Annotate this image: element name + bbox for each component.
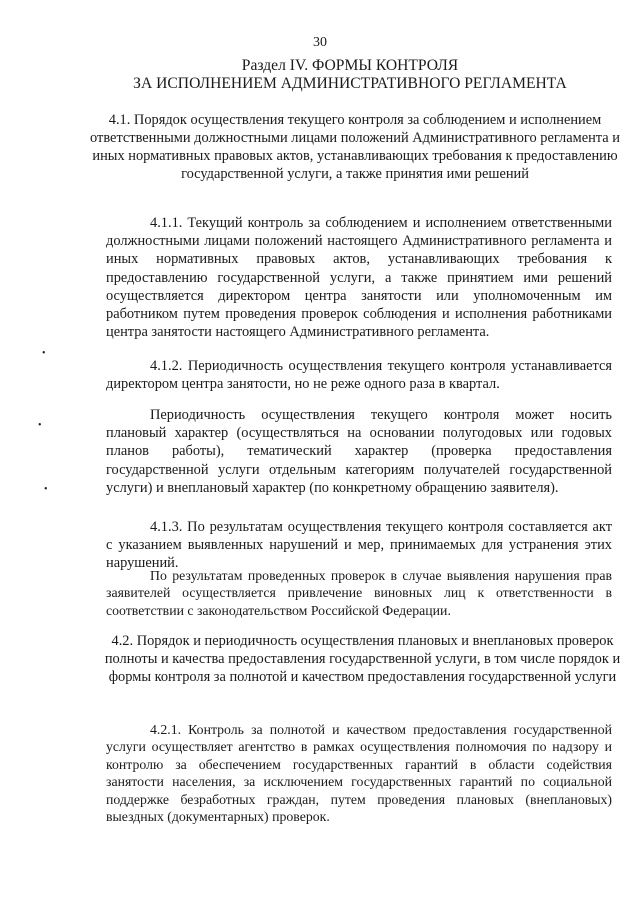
scan-mark: •	[44, 484, 48, 495]
paragraph-4-1-3-liability: По результатам проведенных проверок в случае выявления нарушения прав заявителей осуществляется привлечение виновных лиц к ответственности в соответствии с законодательством Российской Федерации.	[106, 568, 612, 618]
page-number: 30	[313, 35, 327, 50]
subsection-4-1-title: 4.1. Порядок осуществления текущего контроля за соблюдением и исполнением ответственными должностными лицами положений Административного регламента и иных нормативных правовых актов, устанавливающих требования к предоставлению государственной услуги, а также принятия ими решений	[90, 112, 620, 182]
paragraph-4-1-1: 4.1.1. Текущий контроль за соблюдением и исполнением ответственными должностными лицами положений настоящего Административного регламента и иных нормативных правовых актов, устанавливающих требования к предоставлению государственной услуги, а также принятием ими решений осуществляется директором центра занятости или уполномоченным им работником путем проведения проверок соблюдения и исполнения работниками центра занятости настоящего Административного регламента.	[106, 215, 612, 341]
paragraph-4-1-2-periodicity: Периодичность осуществления текущего контроля может носить плановый характер (осуществляться на основании полугодовых или годовых планов работы), тематический характер (проверка предоставления государственной услуги отдельным категориям получателей государственной услуги) и внеплановый характер (по конкретному обращению заявителя).	[106, 407, 612, 496]
section-title: Раздел IV. ФОРМЫ КОНТРОЛЯ ЗА ИСПОЛНЕНИЕМ АДМИНИСТРАТИВНОГО РЕГЛАМЕНТА	[133, 57, 567, 92]
paragraph-4-1-3: 4.1.3. По результатам осуществления текущего контроля составляется акт с указанием выявленных нарушений и мер, принимаемых для устранения этих нарушений.	[106, 519, 612, 572]
subsection-4-2-title: 4.2. Порядок и периодичность осуществления плановых и внеплановых проверок полноты и качества предоставления государственной услуги, в том числе порядок и формы контроля за полнотой и качеством предоставления государственной услуги	[104, 633, 621, 685]
scan-mark: •	[38, 420, 42, 431]
paragraph-4-2-1: 4.2.1. Контроль за полнотой и качеством предоставления государственной услуги осуществляет агентство в рамках осуществления полномочия по надзору и контролю за обеспечением государственных гарантий в области содействия занятости населения, за исключением государственных гарантий по социальной поддержке безработных граждан, путем проведения плановых (внеплановых) выездных (документарных) проверок.	[106, 722, 612, 825]
paragraph-4-1-2: 4.1.2. Периодичность осуществления текущего контроля устанавливается директором центра занятости, но не реже одного раза в квартал.	[106, 358, 612, 393]
scan-mark: •	[42, 348, 46, 359]
